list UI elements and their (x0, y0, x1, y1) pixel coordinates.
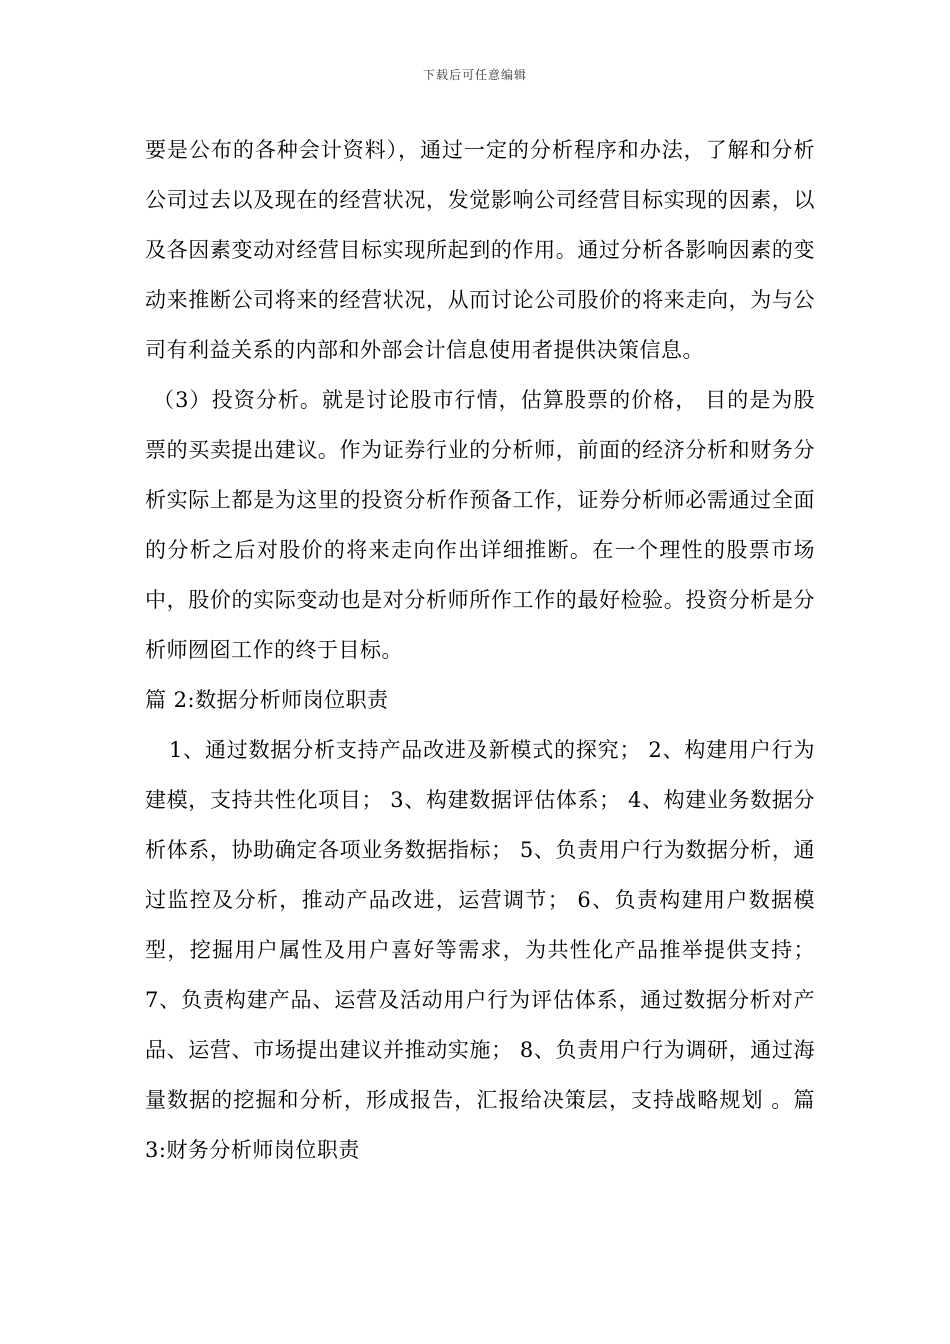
paragraph-financial-analysis: 要是公布的各种会计资料），通过一定的分析程序和办法，了解和分析公司过去以及现在的经营状况，发觉影响公司经营目标实现的因素，以及各因素变动对经营目标实现所起到的作用。通过分析各影响因素的变动来推断公司将来的经营状况，从而讨论公司股价的将来走向，为与公司有利益关系的内部和外部会计信息使用者提供决策信息。 (145, 138, 815, 362)
document-body (145, 125, 815, 1175)
paragraph-data-analyst-duties: 1、通过数据分析支持产品改进及新模式的探究； 2、构建用户行为建模，支持共性化项目； 3、构建数据评估体系； 4、构建业务数据分析体系，协助确定各项业务数据指标； 5、负责用户行为数据分析，通过监控及分析，推动产品改进，运营调节； 6、负责构建用户数据模型，挖掘用户属性及用户喜好等需求，为共性化产品推举提供支持； 7、负责构建产品、运营及活动用户行为评估体系，通过数据分析对产品、运营、市场提出建议并推动实施； 8、负责用户行为调研，通过海量数据的挖掘和分析，形成报告，汇报给决策层，支持战略规划 。篇 3:财务分析师岗位职责 (145, 738, 815, 1162)
page-header: 下载后可任意编辑 (422, 68, 527, 82)
paragraph-investment-analysis: （3）投资分析。就是讨论股市行情，估算股票的价格， 目的是为股票的买卖提出建议。作为证券行业的分析师，前面的经济分析和财务分析实际上都是为这里的投资分析作预备工作，证券分析师必需通过全面的分析之后对股价的将来走向作出详细推断。在一个理性的股票市场中，股价的实际变动也是对分析师所作工作的最好检验。投资分析是分析师囫囵工作的终于目标。 (145, 388, 815, 662)
section-heading-data-analyst: 篇 2:数据分析师岗位职责 (145, 688, 389, 712)
